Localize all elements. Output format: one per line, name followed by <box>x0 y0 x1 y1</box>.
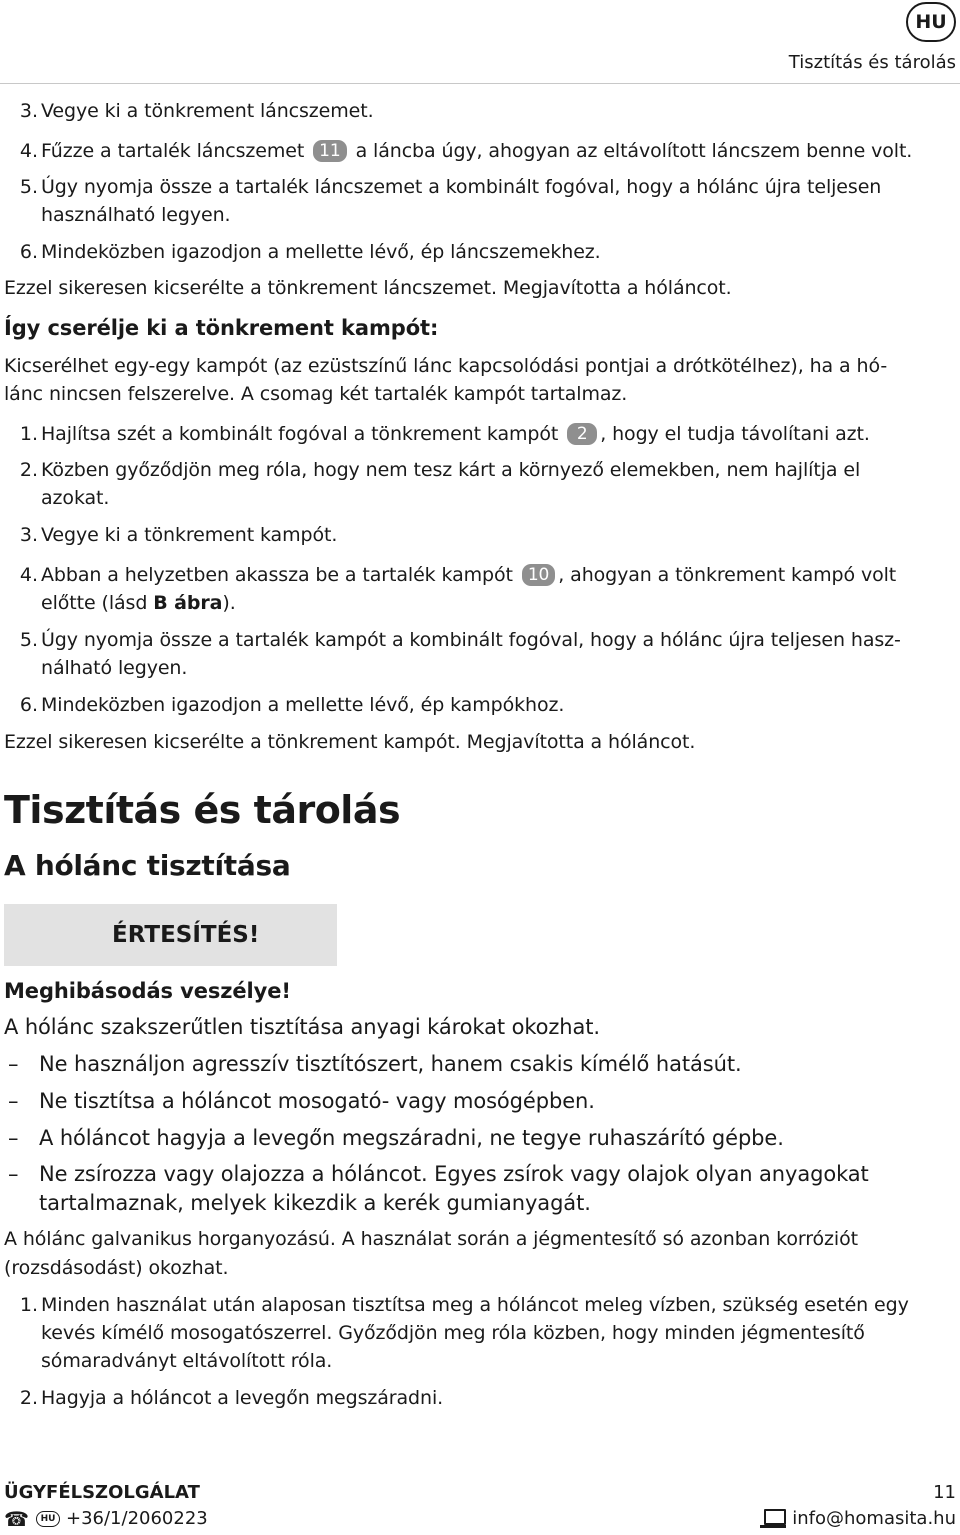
step-text-part: Hajlítsa szét a kombinált fogóval a tönkrement kampót <box>41 423 559 445</box>
subsection-heading: Így cserélje ki a tönkrement kampót: <box>4 316 439 340</box>
step-text-part: Fűzze a tartalék láncszemet <box>41 140 305 162</box>
phone-icon: ☎ <box>4 1507 29 1531</box>
part-number-badge: 10 <box>522 564 555 586</box>
step-text: sómaradványt eltávolított róla. <box>41 1350 333 1372</box>
step-number: 6. <box>19 694 38 716</box>
section-subtitle: A hólánc tisztítása <box>4 849 291 882</box>
step-text: Közben győződjön meg róla, hogy nem tesz kárt a környező elemekben, nem hajlítja el <box>41 459 861 481</box>
step-text <box>41 590 236 616</box>
step-number: 4. <box>19 140 38 162</box>
phone-number[interactable]: +36/1/2060223 <box>66 1508 208 1529</box>
bullet-item: Ne használjon agresszív tisztítószert, hanem csakis kímélő hatásút. <box>39 1052 742 1076</box>
bullet-dash: – <box>8 1052 19 1076</box>
email-link[interactable]: info@homasita.hu <box>792 1508 956 1529</box>
laptop-icon-base <box>760 1525 786 1528</box>
step-number: 1. <box>19 1294 38 1316</box>
step-text: nálható legyen. <box>41 657 188 679</box>
step-number: 3. <box>19 524 38 546</box>
body-text: (rozsdásodást) okozhat. <box>4 1257 229 1279</box>
step-number: 4. <box>19 564 38 586</box>
notice-label: ÉRTESÍTÉS! <box>112 922 260 948</box>
step-text: Úgy nyomja össze a tartalék láncszemet a kombinált fogóval, hogy a hólánc újra teljesen <box>41 176 882 198</box>
bullet-dash: – <box>8 1126 19 1150</box>
step-text <box>41 421 870 447</box>
page-number: 11 <box>933 1482 956 1503</box>
bullet-dash: – <box>8 1162 19 1186</box>
laptop-icon <box>764 1509 786 1525</box>
result-text: Ezzel sikeresen kicserélte a tönkrement láncszemet. Megjavította a hóláncot. <box>4 277 732 299</box>
step-number: 5. <box>19 629 38 651</box>
bullet-item: A hóláncot hagyja a levegőn megszáradni, ne tegye ruhaszárító gépbe. <box>39 1126 784 1150</box>
step-text <box>41 138 912 164</box>
step-text: Mindeközben igazodjon a mellette lévő, ép kampókhoz. <box>41 694 565 716</box>
intro-text: lánc nincsen felszerelve. A csomag két tartalék kampót tartalmaz. <box>4 383 628 405</box>
warning-text: A hólánc szakszerűtlen tisztítása anyagi károkat okozhat. <box>4 1015 600 1039</box>
part-number-badge: 11 <box>313 140 346 162</box>
step-text: használható legyen. <box>41 204 231 226</box>
step-text: azokat. <box>41 487 110 509</box>
step-number: 6. <box>19 241 38 263</box>
result-text: Ezzel sikeresen kicserélte a tönkrement kampót. Megjavította a hóláncot. <box>4 731 696 753</box>
running-header: Tisztítás és tárolás <box>788 52 956 73</box>
header-divider <box>0 83 960 84</box>
bullet-dash: – <box>8 1089 19 1113</box>
bullet-item: tartalmaznak, melyek kikezdik a kerék gumianyagát. <box>39 1191 591 1215</box>
bullet-item: Ne zsírozza vagy olajozza a hóláncot. Egyes zsírok vagy olajok olyan anyagokat <box>39 1162 869 1186</box>
part-number-badge: 2 <box>567 423 597 445</box>
step-text-part: , ahogyan a tönkrement kampó volt <box>558 564 897 586</box>
step-text-part: , hogy el tudja távolítani azt. <box>600 423 870 445</box>
bullet-item: Ne tisztítsa a hóláncot mosogató- vagy mosógépben. <box>39 1089 595 1113</box>
step-text: Hagyja a hóláncot a levegőn megszáradni. <box>41 1387 444 1409</box>
section-title: Tisztítás és tárolás <box>4 788 401 832</box>
step-text-part: ). <box>222 592 236 614</box>
step-text <box>41 562 896 588</box>
step-text-part: előtte (lásd <box>41 592 154 614</box>
intro-text: Kicserélhet egy-egy kampót (az ezüstszínű lánc kapcsolódási pontjai a drótkötélhez), ha a hó- <box>4 355 888 377</box>
body-text: A hólánc galvanikus horganyozású. A használat során a jégmentesítő só azonban korróziót <box>4 1228 858 1250</box>
language-badge: HU <box>906 2 956 42</box>
step-number: 2. <box>19 1387 38 1409</box>
customer-service-label: ÜGYFÉLSZOLGÁLAT <box>4 1482 200 1503</box>
step-text: Mindeközben igazodjon a mellette lévő, ép láncszemekhez. <box>41 241 601 263</box>
country-badge: HU <box>36 1511 60 1527</box>
step-text: kevés kímélő mosogatószerrel. Győződjön meg róla közben, hogy minden jégmentesítő <box>41 1322 865 1344</box>
figure-reference: B ábra <box>153 592 223 614</box>
step-text: Minden használat után alaposan tisztítsa meg a hóláncot meleg vízben, szükség esetén egy <box>41 1294 909 1316</box>
step-text-part: Abban a helyzetben akassza be a tartalék kampót <box>41 564 513 586</box>
step-number: 5. <box>19 176 38 198</box>
step-number: 2. <box>19 459 38 481</box>
warning-heading: Meghibásodás veszélye! <box>4 979 291 1003</box>
step-number: 1. <box>19 423 38 445</box>
step-text: Vegye ki a tönkrement kampót. <box>41 524 338 546</box>
step-text-part: a láncba úgy, ahogyan az eltávolított láncszem benne volt. <box>355 140 913 162</box>
step-text: Vegye ki a tönkrement láncszemet. <box>41 100 374 122</box>
step-number: 3. <box>19 100 38 122</box>
step-text: Úgy nyomja össze a tartalék kampót a kombinált fogóval, hogy a hólánc újra teljesen hasz- <box>41 629 901 651</box>
